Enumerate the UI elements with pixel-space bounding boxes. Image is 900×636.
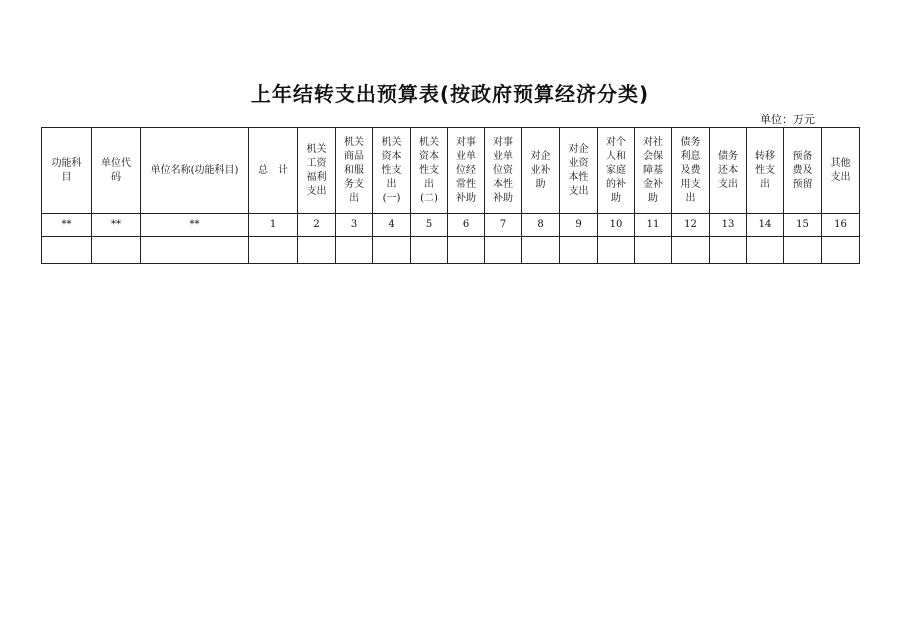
number-cell: **	[141, 214, 249, 237]
header-cell: 单位名称(功能科目)	[141, 128, 249, 214]
number-cell: 12	[672, 214, 710, 237]
header-cell: 债务 利息 及费 用支 出	[672, 128, 710, 214]
header-cell: 预备 费及 预留	[784, 128, 822, 214]
header-cell: 转移 性支 出	[747, 128, 784, 214]
data-cell	[672, 237, 710, 264]
data-cell	[598, 237, 635, 264]
header-cell: 对事 业单 位资 本性 补助	[485, 128, 522, 214]
number-cell: 13	[710, 214, 747, 237]
number-cell: **	[42, 214, 92, 237]
header-cell: 功能科 目	[42, 128, 92, 214]
header-cell: 对企 业补 助	[522, 128, 560, 214]
header-cell: 单位代 码	[92, 128, 141, 214]
number-cell: 15	[784, 214, 822, 237]
data-cell	[92, 237, 141, 264]
number-cell: 2	[298, 214, 336, 237]
data-cell	[298, 237, 336, 264]
header-cell: 对企 业资 本性 支出	[560, 128, 598, 214]
number-cell: **	[92, 214, 141, 237]
number-cell: 4	[373, 214, 411, 237]
data-cell	[249, 237, 298, 264]
header-cell: 总 计	[249, 128, 298, 214]
header-cell: 其他 支出	[822, 128, 860, 214]
page-title: 上年结转支出预算表(按政府预算经济分类)	[250, 82, 650, 106]
data-cell	[336, 237, 373, 264]
data-cell	[485, 237, 522, 264]
data-cell	[42, 237, 92, 264]
data-cell	[710, 237, 747, 264]
number-cell: 16	[822, 214, 860, 237]
header-row	[42, 128, 860, 214]
data-cell	[822, 237, 860, 264]
unit-label: 单位：万元	[760, 113, 815, 126]
number-cell: 11	[635, 214, 672, 237]
number-cell: 6	[448, 214, 485, 237]
number-cell: 1	[249, 214, 298, 237]
budget-table	[41, 127, 860, 264]
number-cell: 9	[560, 214, 598, 237]
header-cell: 对事 业单 位经 常性 补助	[448, 128, 485, 214]
number-cell: 10	[598, 214, 635, 237]
header-cell: 机关 商品 和服 务支 出	[336, 128, 373, 214]
header-cell: 对个 人和 家庭 的补 助	[598, 128, 635, 214]
number-cell: 8	[522, 214, 560, 237]
data-cell	[522, 237, 560, 264]
data-cell	[747, 237, 784, 264]
data-cell	[560, 237, 598, 264]
header-cell: 机关 工资 福利 支出	[298, 128, 336, 214]
data-cell	[411, 237, 448, 264]
number-cell: 5	[411, 214, 448, 237]
data-cell	[448, 237, 485, 264]
header-cell: 对社 会保 障基 金补 助	[635, 128, 672, 214]
data-cell	[784, 237, 822, 264]
header-cell: 债务 还本 支出	[710, 128, 747, 214]
data-cell	[141, 237, 249, 264]
header-cell: 机关 资本 性支 出 (二)	[411, 128, 448, 214]
number-cell: 3	[336, 214, 373, 237]
header-cell: 机关 资本 性支 出 (一)	[373, 128, 411, 214]
data-cell	[635, 237, 672, 264]
table-row	[42, 237, 860, 264]
column-number-row	[42, 214, 860, 237]
data-cell	[373, 237, 411, 264]
number-cell: 14	[747, 214, 784, 237]
number-cell: 7	[485, 214, 522, 237]
